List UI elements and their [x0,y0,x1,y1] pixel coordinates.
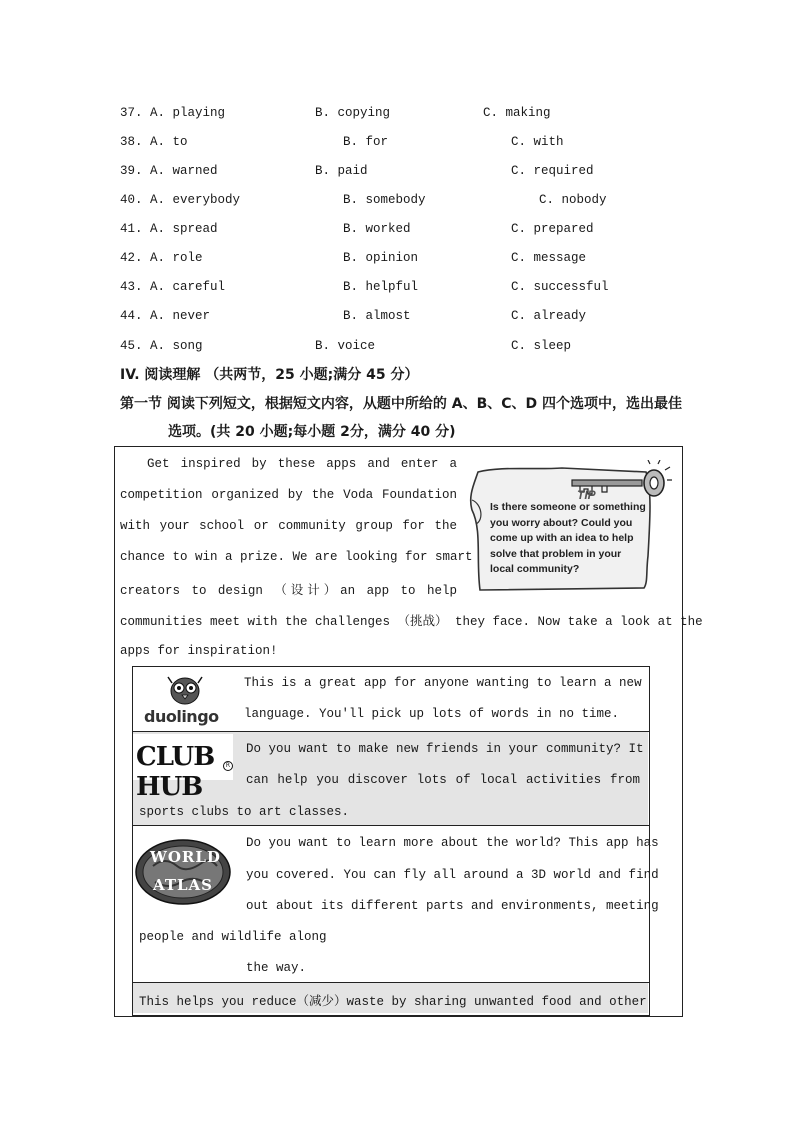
clubhub-logo-text: CLUB HUB [136,742,215,802]
option-c: C. sleep [511,339,572,353]
app-description-line: you covered. You can fly all around a 3D world and find [246,868,659,882]
option-b: B. helpful [343,280,419,294]
option-row [120,280,225,294]
option-a: A. playing [150,106,226,120]
intro-line: chance to win a prize. We are looking for smart [120,550,473,564]
option-b: B. for [343,135,389,149]
registered-icon: R [223,761,233,771]
option-b: B. opinion [343,251,419,265]
option-a: A. warned [150,164,218,178]
duolingo-logo [140,671,230,729]
question-number: 42. [120,251,143,265]
tip-label: TIP [577,488,596,502]
question-number: 45. [120,339,143,353]
question-number: 39. [120,164,143,178]
option-row [120,135,188,149]
option-b: B. almost [343,309,411,323]
option-a: A. careful [150,280,226,294]
app-description-line: can help you discover lots of local activities from [246,773,640,787]
intro-line: Get inspired by these apps and enter a [147,457,457,471]
app-description-line: Do you want to make new friends in your community? It [246,742,644,756]
app-description-line: This helps you reduce（减少）waste by sharing unwanted food and other [139,995,647,1009]
intro-line: competition organized by the Voda Foundation [120,488,457,502]
option-c: C. already [511,309,587,323]
tip-text: Is there someone or something you worry about? Could you come up with an idea to help solve that problem in your local community? [490,501,646,575]
tip-illustration [462,460,672,600]
intro-line: creators to design （设计）an app to help [120,584,457,598]
option-c: C. making [483,106,551,120]
section-title: IV. 阅读理解 （共两节，25 小题;满分 45 分） [120,367,419,383]
part-instructions-line1: 第一节 阅读下列短文，根据短文内容，从题中所给的 A、B、C、D 四个选项中，选出最佳 [120,396,683,412]
option-b: B. worked [343,222,411,236]
option-row [120,164,218,178]
option-row [120,309,210,323]
option-c: C. required [511,164,594,178]
option-c: C. successful [511,280,609,294]
option-row [120,193,240,207]
duolingo-logo-text: duolingo [144,707,219,726]
part-instructions-line2: 选项。(共 20 小题;每小题 2分，满分 40 分) [168,424,456,440]
option-a: A. role [150,251,203,265]
option-row [120,339,203,353]
world-atlas-logo-bottom: ATLAS [153,876,213,894]
question-number: 43. [120,280,143,294]
world-atlas-logo-top: WORLD [150,848,221,866]
option-c: C. nobody [539,193,607,207]
intro-line: apps for inspiration! [120,644,278,658]
option-row [120,106,225,120]
option-b: B. copying [315,106,391,120]
option-c: C. prepared [511,222,594,236]
app-description-line: out about its different parts and environments, meeting [246,899,659,913]
question-number: 41. [120,222,143,236]
app-description-line: sports clubs to art classes. [139,805,350,819]
option-b: B. voice [315,339,376,353]
option-a: A. spread [150,222,218,236]
intro-line: with your school or community group for the [120,519,457,533]
intro-line: communities meet with the challenges （挑战） they face. Now take a look at the [120,615,703,629]
question-number: 37. [120,106,143,120]
app-description-line: language. You'll pick up lots of words in no time. [244,707,620,721]
world-atlas-logo [133,836,233,908]
option-c: C. message [511,251,587,265]
option-c: C. with [511,135,564,149]
option-a: A. everybody [150,193,241,207]
globe-icon [133,836,233,908]
question-number: 40. [120,193,143,207]
app-description-line: the way. [246,961,307,975]
app-description-line: people and wildlife along [139,930,327,944]
option-a: A. to [150,135,188,149]
app-description-line: Do you want to learn more about the world? This app has [246,836,659,850]
row-divider [133,825,649,826]
app-description-line: This is a great app for anyone wanting to learn a new [244,676,642,690]
question-number: 38. [120,135,143,149]
option-b: B. somebody [343,193,426,207]
clubhub-logo [133,734,233,802]
option-b: B. paid [315,164,368,178]
option-a: A. song [150,339,203,353]
question-number: 44. [120,309,143,323]
option-a: A. never [150,309,211,323]
option-row [120,222,218,236]
option-row [120,251,203,265]
